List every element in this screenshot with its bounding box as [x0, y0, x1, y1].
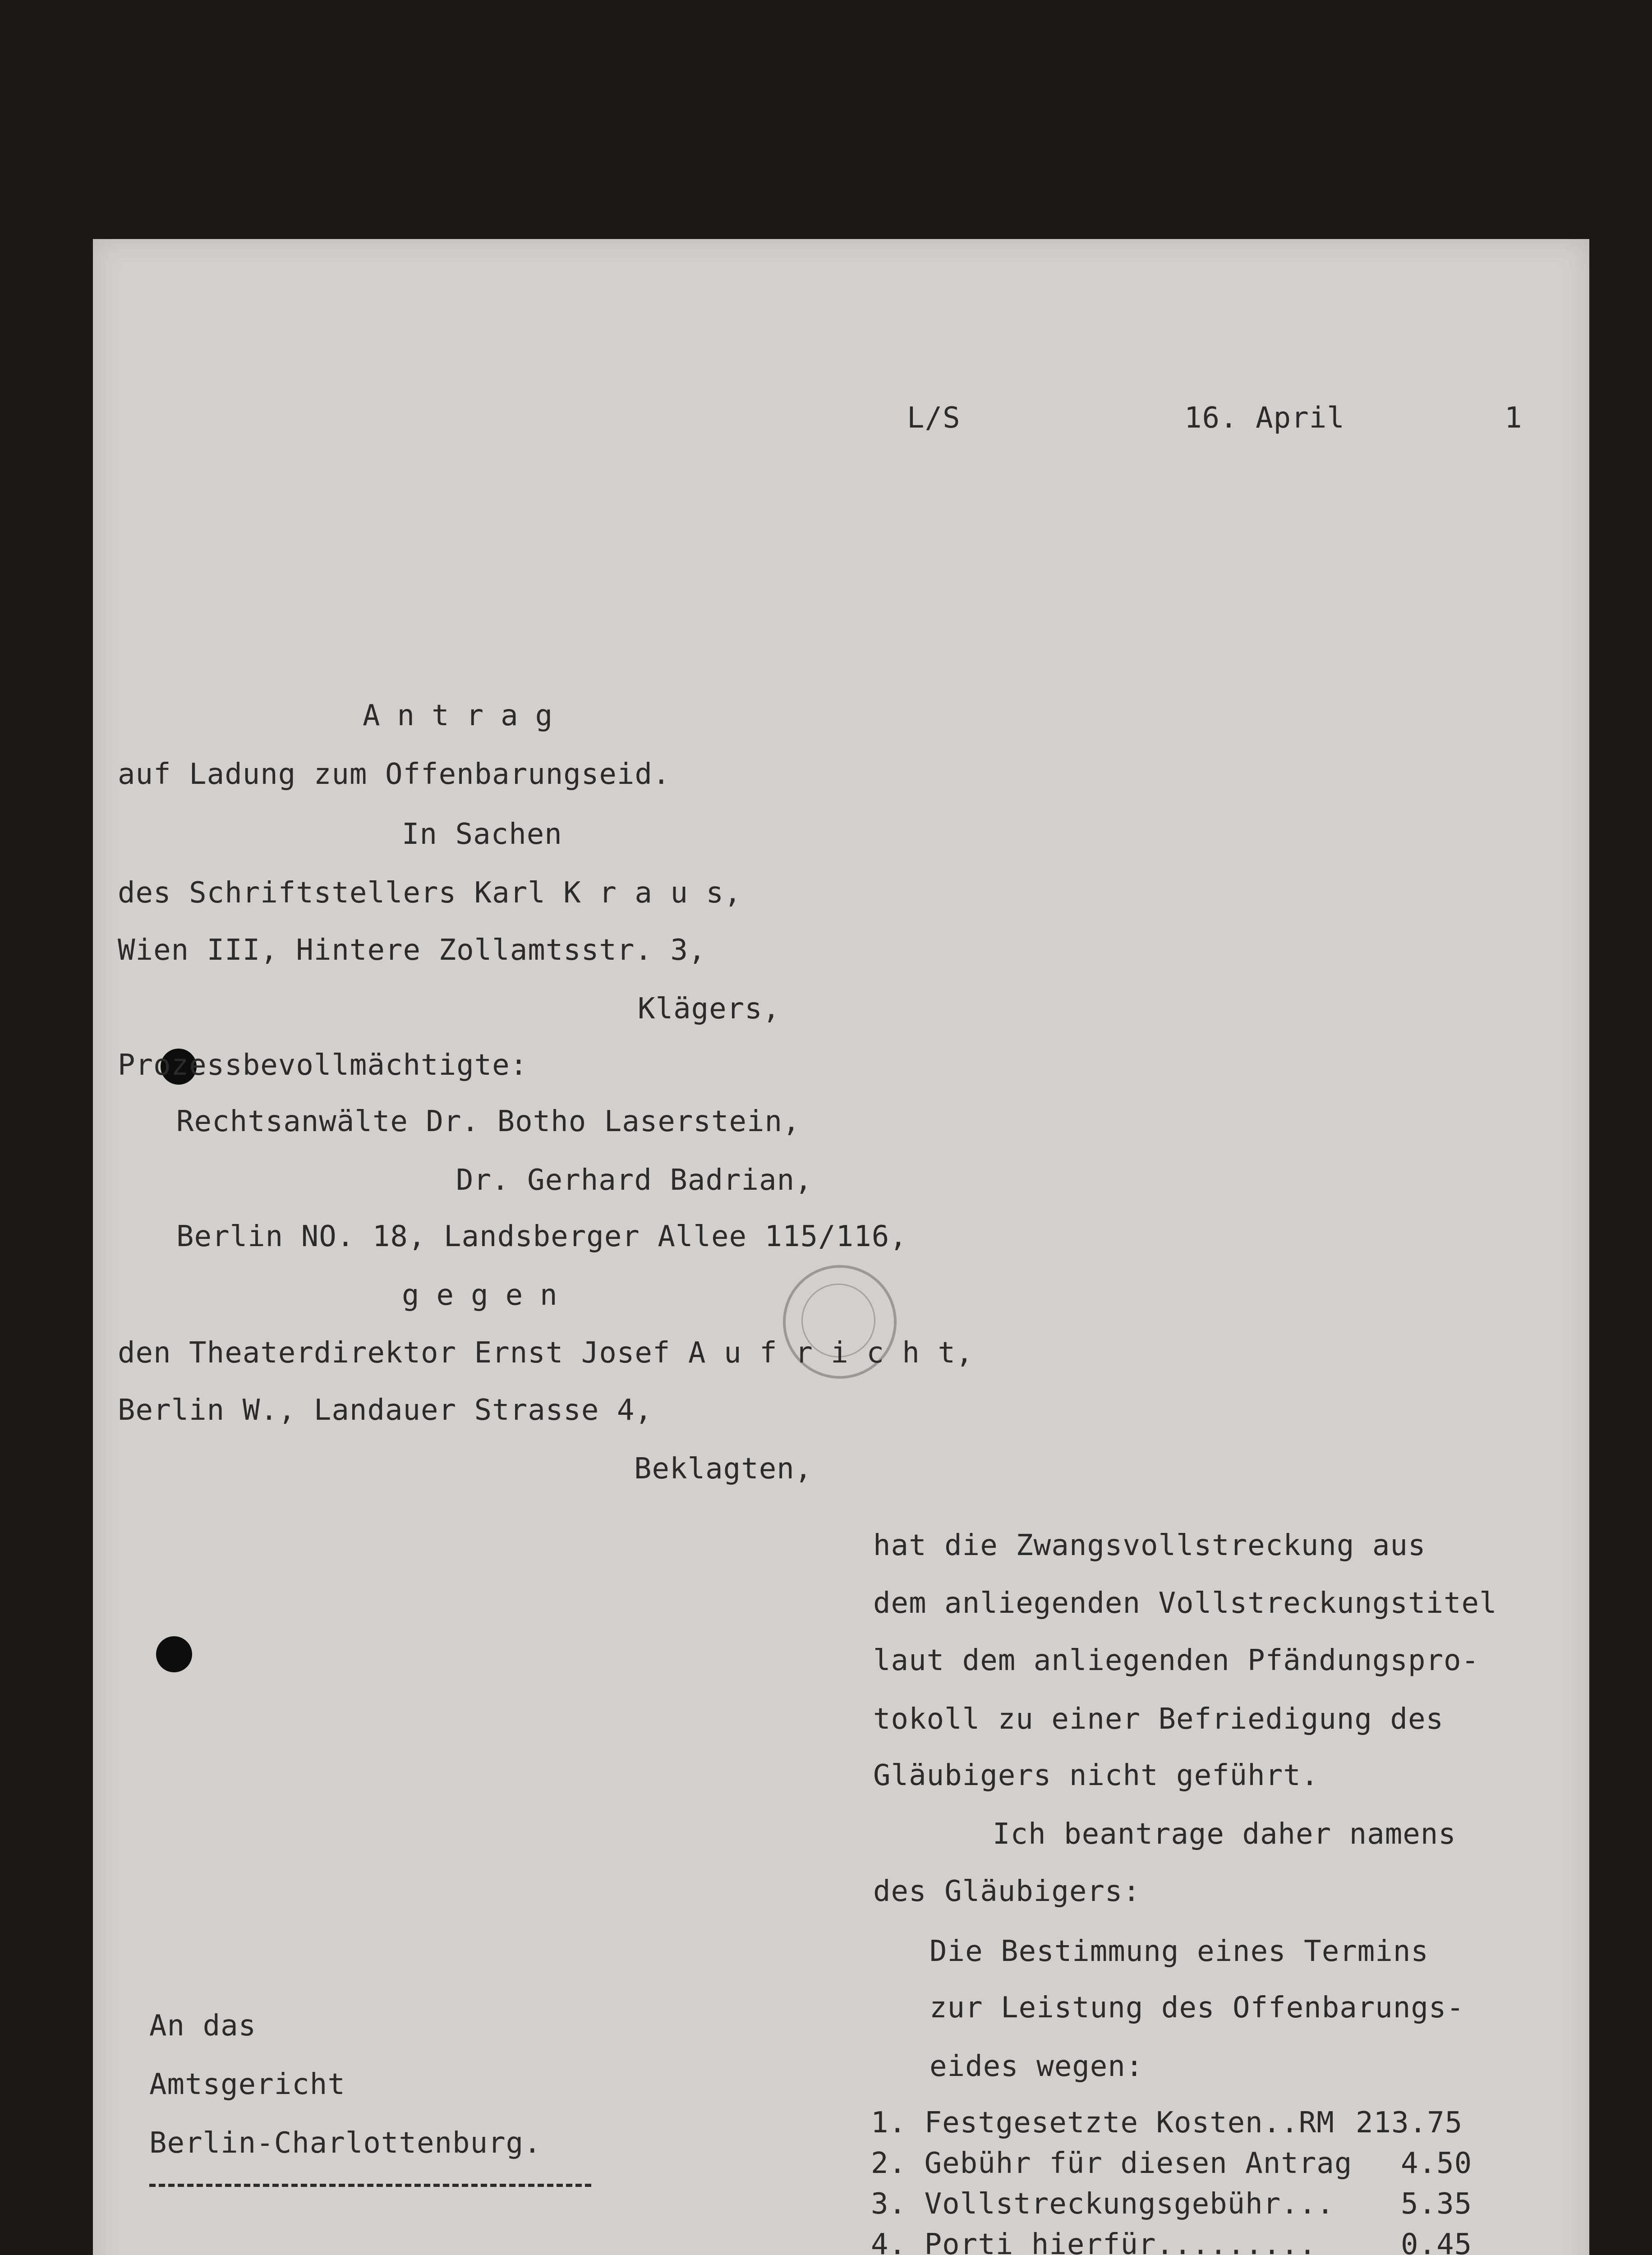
- counsel-heading: Prozessbevollmächtigte:: [118, 1049, 528, 1082]
- recipient-line-3: Berlin-Charlottenburg.: [149, 2126, 542, 2160]
- defendant-role: Beklagten,: [634, 1452, 813, 1486]
- body-line-10: eides wegen:: [930, 2050, 1144, 2083]
- counsel-line-3: Berlin NO. 18, Landsberger Allee 115/116,: [176, 1220, 907, 1253]
- defendant-line-1: den Theaterdirektor Ernst Josef A u f r i c h t,: [118, 1336, 974, 1370]
- plaintiff-line-2: Wien III, Hintere Zollamtsstr. 3,: [118, 934, 706, 967]
- header-page-number: 1: [1505, 401, 1523, 435]
- cost-item-2-amount: 4.50: [1401, 2147, 1473, 2180]
- body-line-1: hat die Zwangsvollstreckung aus: [873, 1529, 1426, 1562]
- in-sachen-label: In Sachen: [402, 818, 562, 851]
- recipient-underline: [149, 2184, 591, 2187]
- cost-item-2-label: 2. Gebühr für diesen Antrag: [871, 2147, 1353, 2180]
- body-line-8: Die Bestimmung eines Termins: [930, 1935, 1429, 1968]
- cost-item-4-label: 4. Porti hierfür.........: [871, 2228, 1317, 2255]
- plaintiff-line-1: des Schriftstellers Karl K r a u s,: [118, 876, 742, 910]
- body-line-4: tokoll zu einer Befriedigung des: [873, 1703, 1444, 1736]
- body-line-6: Ich beantrage daher namens: [993, 1818, 1456, 1851]
- defendant-line-2: Berlin W., Landauer Strasse 4,: [118, 1394, 653, 1427]
- document-title: Antrag: [363, 699, 570, 732]
- recipient-line-1: An das: [149, 2009, 257, 2043]
- counsel-line-1: Rechtsanwälte Dr. Botho Laserstein,: [176, 1105, 801, 1138]
- document-subtitle: auf Ladung zum Offenbarungseid.: [118, 758, 671, 791]
- body-line-9: zur Leistung des Offenbarungs-: [930, 1991, 1464, 2025]
- header-date: 16. April: [1184, 401, 1345, 435]
- body-line-7: des Gläubigers:: [873, 1875, 1141, 1908]
- cost-item-1-label: 1. Festgesetzte Kosten..RM: [871, 2106, 1334, 2140]
- header-reference: L/S: [907, 401, 961, 435]
- cost-item-3-label: 3. Vollstreckungsgebühr...: [871, 2187, 1334, 2221]
- body-line-3: laut dem anliegenden Pfändungspro-: [873, 1644, 1480, 1677]
- body-line-5: Gläubigers nicht geführt.: [873, 1759, 1319, 1792]
- cost-item-4-amount: 0.45: [1401, 2228, 1473, 2255]
- cost-item-3-amount: 5.35: [1401, 2187, 1473, 2221]
- punch-hole-middle: [156, 1636, 192, 1672]
- gegen-label: gegen: [402, 1279, 575, 1312]
- cost-item-1-amount: 213.75: [1356, 2106, 1463, 2140]
- body-line-2: dem anliegenden Vollstreckungstitel: [873, 1587, 1497, 1620]
- plaintiff-role: Klägers,: [638, 992, 781, 1026]
- document-page: [93, 239, 1589, 2255]
- counsel-line-2: Dr. Gerhard Badrian,: [456, 1164, 813, 1197]
- recipient-line-2: Amtsgericht: [149, 2068, 345, 2101]
